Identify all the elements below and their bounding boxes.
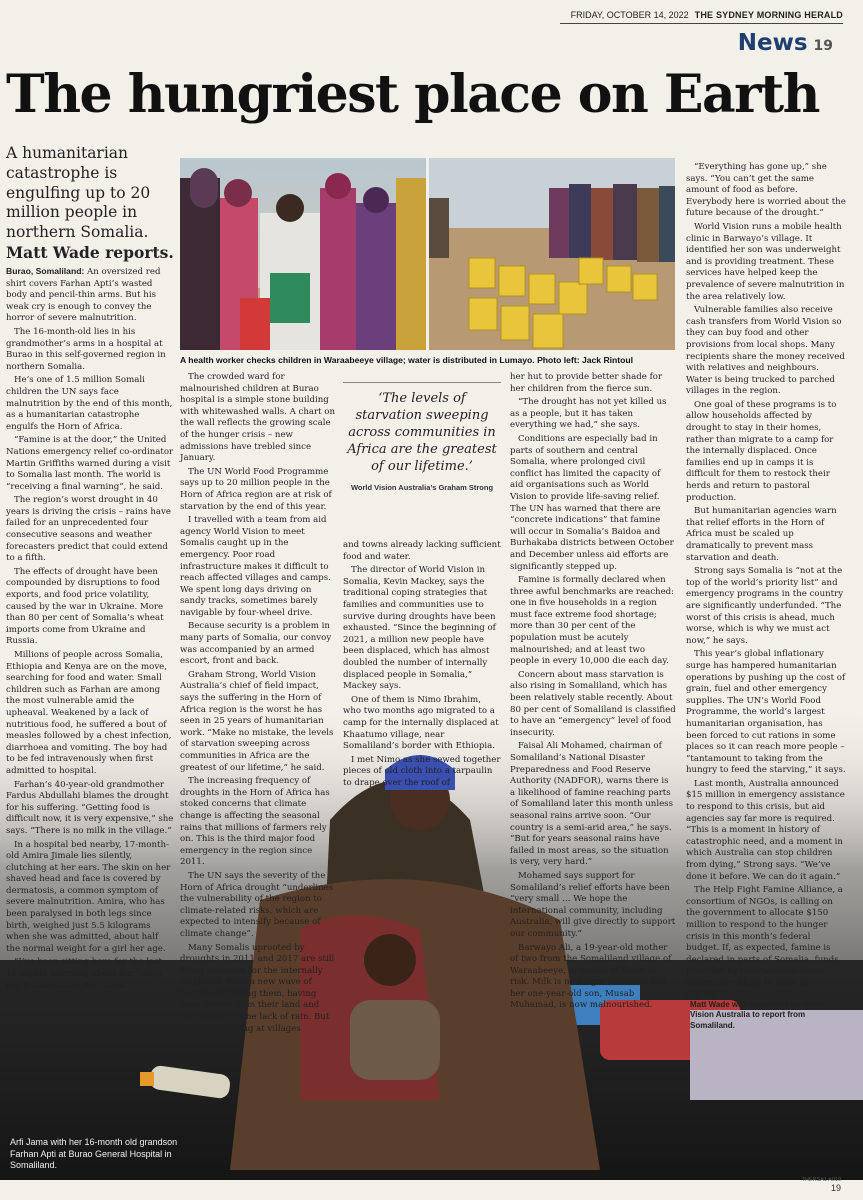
column-5 (686, 162, 846, 1000)
photo-caption: A health worker checks children in Waraabeeye village; water is distributed in Lumayo. Photo left: Jack Rintoul (180, 355, 634, 365)
headline: The hungriest place on Earth (6, 64, 819, 125)
paragraph: “The drought has not yet killed us as a people, but it has taken everything we had,” she says. (510, 397, 667, 431)
dateline: Burao, Somaliland: (6, 266, 85, 276)
paragraph: Farhan’s 40-year-old grandmother Fardus Abdullahi blames the drought for his suffering. “Getting food is difficult now, it is very expensive,” she says. “There is no milk in the village.” (6, 779, 174, 836)
byline: Matt Wade reports. (6, 243, 174, 263)
paragraph: Burao, Somaliland: An oversized red shirt covers Farhan Apti’s wasted body and pencil-thin arms. But his weak cry is enough to convey the horror of severe malnutrition. (6, 266, 161, 324)
paragraph: The Help Fight Famine Alliance, a consortium of NGOs, is calling on the government to allocate $150 million to respond to the hunger crisis in this month’s federal budget. If, as expected, famine is declared in parts of Somalia, funds provided by international donor nations are likely to scale up rapidly. (686, 885, 843, 1000)
paragraph: “Everything has gone up,” she says. “You can’t get the same amount of food as before. Everybody here is worried about the future because of the drought.” (686, 162, 846, 219)
paragraph: Conditions are especially bad in parts of southern and central Somalia, where prolonged civil conflict has limited the capacity of aid organisations such as World Vision to provide life-saving relief. The UN has warned that there are “concrete indications” that famine will occur in Somalia’s Baidoa and Burhakaba districts between October and December unless aid efforts are significantly stepped up. (510, 433, 674, 572)
paragraph: One of them is Nimo Ibrahim, who two months ago migrated to a camp for the internally displaced at Khaatumo village, near Somaliland’s border with Ethiopia. (343, 694, 499, 752)
masthead (560, 6, 843, 24)
paragraph: Many Somalis uprooted by droughts in 2011 and 2017 are still living in camps for the internally displaced. Now a new wave of families is joining them, having been driven from their land and livelihoods by the lack of rain. But they are arriving at villages (180, 942, 335, 1034)
paragraph: Barwayo Ali, a 19-year-old mother of two from the Somaliland village of Waraabeeye, is typical of those at risk. Milk is no longer available and her one-year-old son, Musab Muhamad, is now malnourished. (510, 942, 672, 1011)
bottom-photo-caption: Arfi Jama with her 16-month old grandson Farhan Apti at Burao General Hospital in Somaliland. (10, 1137, 178, 1171)
paper-name: THE SYDNEY MORNING HERALD (694, 9, 843, 20)
standfirst-text: A humanitarian catastrophe is engulfing up to 20 million people in northern Somalia. (6, 144, 151, 242)
paragraph: The crowded ward for malnourished children at Burao hospital is a simple stone building with whitewashed walls. A chart on the wall reflects the growing scale of the hunger crisis – new admissions have trebled since January. (180, 372, 336, 464)
paragraph: Faisal Ali Mohamed, chairman of Somaliland’s National Disaster Preparedness and Food Reserve Authority (NADFOR), warns there is a likelihood of famine reaching parts of Somaliland later this month unless seasonal rains arrive soon. “Our country is a semi-arid area,” he says. “But for years seasonal rains have failed in most areas, so the situation is very, very hard.” (510, 741, 673, 868)
photo-health-worker (180, 158, 426, 350)
section-name: News (737, 30, 808, 56)
footer-page-number: 19 (830, 1183, 841, 1194)
paragraph: He’s one of 1.5 million Somali children the UN says face malnutrition by the end of this month, as a humanitarian catastrophe engulfs the Horn of Africa. (6, 375, 173, 432)
paragraph: Strong says Somalia is “not at the top of the world’s priority list” and emergency programs in the country are significantly underfunded. “The worst of this crisis is ahead, much worse, which is why we must act now,” he says. (686, 566, 844, 646)
photo-water-distribution (429, 158, 675, 350)
paragraph: The effects of drought have been compounded by disruptions to food exports, and food price volatility, caused by the war in Ukraine. More than 80 per cent of Somalia’s wheat imports come from Ukraine and Russia. (6, 566, 164, 647)
paragraph: World Vision runs a mobile health clinic in Barwayo’s village. It identified her son was underweight and is providing treatment. These services have helped keep the prevalence of severe malnutrition in the area relatively low. (686, 221, 845, 302)
paragraph: and towns already lacking sufficient food and water. (343, 540, 501, 562)
pull-quote-source: World Vision Australia’s Graham Strong (350, 483, 494, 493)
paragraph: Graham Strong, World Vision Australia’s chief of field impact, says the suffering in the Horn of Africa region is the worst he has seen in 25 years of humanitarian work. “Make no mistake, the levels of starvation sweeping across communities in Africa are the greatest of our lifetime,” he said. (180, 669, 334, 773)
column-1 (6, 266, 174, 991)
paragraph: The director of World Vision in Somalia, Kevin Mackey, says the traditional coping strategies that families and communities use to survive during droughts have been exhausted. “Since the beginning of 2021, a million new people have been displaced, which has almost doubled the number of internally displaced people in Somalia,” Mackey says. (343, 565, 496, 692)
paragraph: The region’s worst drought in 40 years is driving the crisis – rains have failed for an unprecedented four consecutive seasons and weather forecasters predict that could extend to a fifth. (6, 495, 171, 564)
paragraph: Vulnerable families also receive cash transfers from World Vision so they can buy food and other provisions from local shops. Many recipients share the money received with relatives and neighbours. Water is being trucked to parched villages in the region. (686, 305, 845, 397)
paragraph: I travelled with a team from aid agency World Vision to meet Somalis caught up in the emergency. Poor road infrastructure makes it difficult to reach affected villages and camps. We spent long days driving on sandy tracks, sometimes barely navigable by four-wheel drive. (180, 515, 331, 618)
paragraph: Because security is a problem in many parts of Somalia, our convoy was accompanied by an armed escort, front and back. (180, 621, 332, 667)
section-page-number: 19 (813, 38, 833, 54)
paragraph: In a hospital bed nearby, 17-month-old Amira Jimale lies silently, clutching at her ears. The skin on her shaved head and face is covered by dermatosis, a common symptom of severe malnutrition. Amira, who has been paralysed in both legs since birth, weighed just 5.5 kilograms when she was admitted, about half the normal weight for a girl her age. (6, 839, 171, 954)
paragraph: This year’s global inflationary surge has hampered humanitarian operations by pushing up the cost of grain, fuel and other emergency supplies. The UN’s World Food Programme, the world’s largest humanitarian organisation, has been forced to cut rations in some places so it can reach more people – “tantamount to taking from the hungry to feed the starving,” it says. (686, 649, 846, 776)
paragraph: “Famine is at the door,” the United Nations emergency relief co-ordinator Martin Griffiths warned during a visit to Somalia last month. The world is “receiving a final warning”, he said. (6, 435, 174, 492)
pull-quote-text: ‘The levels of starvation sweeping across communities in Africa are the greatest of our lifetime.’ (347, 391, 497, 474)
column-2 (180, 372, 336, 1034)
paragraph: Concern about mass starvation is also rising in Somaliland, which has been relatively stable recently. About 80 per cent of Somaliland is classified to have an “emergency” level of food insecurity. (510, 669, 676, 738)
reporter-credit: Matt Wade was supported by World Vision Australia to report from Somaliland. (690, 1000, 825, 1030)
paragraph: The UN says the severity of the Horn of Africa drought “underlines the vulnerability of the region to climate-related risks, which are expected to intensify because of climate change”. (180, 870, 334, 939)
paragraph: The increasing frequency of droughts in the Horn of Africa has stoked concerns that climate change is affecting the seasonal rains that millions of farmers rely on. This is the third major food emergency in the region since 2011. (180, 776, 330, 868)
paragraph: The UN World Food Programme says up to 20 million people in the Horn of Africa region are at risk of starvation by the end of this year. (180, 466, 332, 512)
paragraph: Millions of people across Somalia, Ethiopia and Kenya are on the move, searching for food and water. Small children such as Farhan are among the most vulnerable amid the upheaval. Weakened by a lack of nutritious food, he suffered a bout of measles followed by a chest infection, diarrhoea and vomiting. The boy had to be fed intravenously when first admitted to hospital. (6, 650, 172, 776)
page-footer (802, 1177, 841, 1194)
paragraph: Famine is formally declared when three awful benchmarks are reached: one in five households in a region must face extreme food shortage; more than 30 per cent of the population must be acutely malnourished; and at least two people in every 10,000 die each day. (510, 575, 675, 667)
column-3 (343, 540, 501, 788)
paragraph: her hut to provide better shade for her children from the fierce sun. (510, 372, 663, 394)
standfirst (6, 144, 176, 263)
paragraph: Mohamed says support for Somaliland’s relief efforts have been “very small … We hope the international community, including Australia, will give directly to support our community.” (510, 870, 676, 939)
paragraph: I met Nimo as she sewed together pieces of old cloth into a tarpaulin to drape over the roof of (343, 754, 501, 788)
section-tag (738, 30, 833, 56)
pull-quote (343, 382, 501, 493)
paragraph: “I’ve been sitting here for the last 14 nights worrying about her,” says her grandmother Arfi Jama. (6, 957, 162, 991)
paragraph: Last month, Australia announced $15 million in emergency assistance to respond to this crisis, but aid agencies say far more is required. “This is a moment in history of catastrophic need, and a moment in which Australia can stop children from dying,” Strong says. “We’ve done it before. We can do it again.” (686, 778, 845, 882)
paragraph: But humanitarian agencies warn that relief efforts in the Horn of Africa must be scaled up dramatically to prevent mass starvation and death. (686, 506, 837, 563)
print-code: THERSA1 A019 (801, 1176, 841, 1183)
paragraph: The 16-month-old lies in his grandmother’s arms in a hospital at Burao in this self-governed region in northern Somalia. (6, 326, 166, 372)
column-4 (510, 372, 676, 1011)
issue-date: FRIDAY, OCTOBER 14, 2022 (570, 9, 689, 20)
paragraph: One goal of these programs is to allow households affected by drought to stay in their homes, rather than migrate to a camp for the internally displaced. Once families end up in camps it is difficult for them to restock their herds and return to pastoral production. (686, 399, 837, 503)
